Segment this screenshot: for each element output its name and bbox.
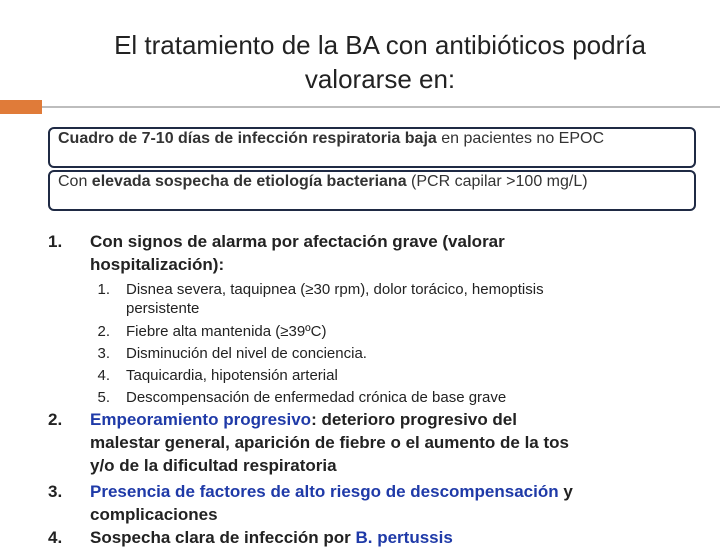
- list-item-2-after: : deterioro progresivo del: [311, 410, 517, 429]
- criteria-box-2: [48, 170, 696, 211]
- list-item-1-line-2: hospitalización):: [90, 255, 225, 274]
- list-item-4-number: 4.: [48, 528, 63, 547]
- sub-item-4-text: Taquicardia, hipotensión arterial: [126, 367, 338, 384]
- sub-item-1-text: [126, 280, 646, 318]
- list-item-3-line-1: [90, 480, 690, 503]
- list-item-2-line-3: y/o de la dificultad respiratoria: [90, 456, 337, 475]
- list-item-4-highlight: B. pertussis: [355, 528, 453, 547]
- criteria-box-2-prefix: Con: [58, 173, 92, 190]
- sub-item-5-text: Descompensación de enfermedad crónica de base grave: [126, 389, 507, 406]
- sub-item-5-number: 5.: [97, 389, 110, 406]
- list-item-3-line-2: complicaciones: [90, 505, 218, 524]
- list-item-3-text: [90, 480, 690, 526]
- list-item-2-number: 2.: [48, 410, 63, 429]
- list-item-2-highlight: Empeoramiento progresivo: [90, 410, 312, 429]
- sub-item-3-text: Disminución del nivel de conciencia.: [126, 345, 367, 362]
- criteria-box-2-text: [58, 173, 690, 190]
- list-item-2-text: [90, 408, 690, 477]
- list-item-4-before: Sospecha clara de infección por: [90, 528, 356, 547]
- sub-item-2-number: 2.: [97, 323, 110, 340]
- criteria-box-1-text: [58, 130, 690, 147]
- sub-item-1-line-2: persistente: [126, 300, 200, 317]
- sub-item-1-line-1: Disnea severa, taquipnea (≥30 rpm), dolor torácico, hemoptisis: [126, 281, 544, 298]
- list-item-1-number: 1.: [48, 232, 63, 251]
- title-line-2: valorarse en:: [304, 64, 456, 94]
- sub-item-4-number: 4.: [97, 367, 110, 384]
- list-item-2-line-1: [90, 408, 690, 431]
- divider-line: [42, 106, 720, 108]
- list-item-1-line-1: Con signos de alarma por afectación grave (valorar: [90, 232, 505, 251]
- criteria-box-1: [48, 127, 696, 168]
- list-item-4-text: [90, 526, 690, 549]
- accent-bar: [0, 100, 42, 114]
- criteria-box-1-bold: Cuadro de 7-10 días de infección respiratoria baja: [58, 130, 437, 147]
- sub-item-2-text: Fiebre alta mantenida (≥39ºC): [126, 323, 327, 340]
- title-line-1: El tratamiento de la BA con antibióticos podría: [114, 30, 646, 60]
- list-item-1-text: [90, 230, 690, 276]
- sub-item-1-number: 1.: [97, 281, 110, 298]
- list-item-2-line-2: malestar general, aparición de fiebre o el aumento de la tos: [90, 433, 569, 452]
- slide-title: [60, 28, 700, 96]
- list-item-3-highlight: Presencia de factores de alto riesgo de descompensación: [90, 482, 559, 501]
- list-item-3-after: y: [558, 482, 573, 501]
- criteria-box-1-rest: en pacientes no EPOC: [436, 130, 605, 147]
- sub-item-3-number: 3.: [97, 345, 110, 362]
- criteria-box-2-bold: elevada sospecha de etiología bacteriana: [91, 173, 407, 190]
- criteria-box-2-rest: (PCR capilar >100 mg/L): [406, 173, 588, 190]
- list-item-3-number: 3.: [48, 482, 63, 501]
